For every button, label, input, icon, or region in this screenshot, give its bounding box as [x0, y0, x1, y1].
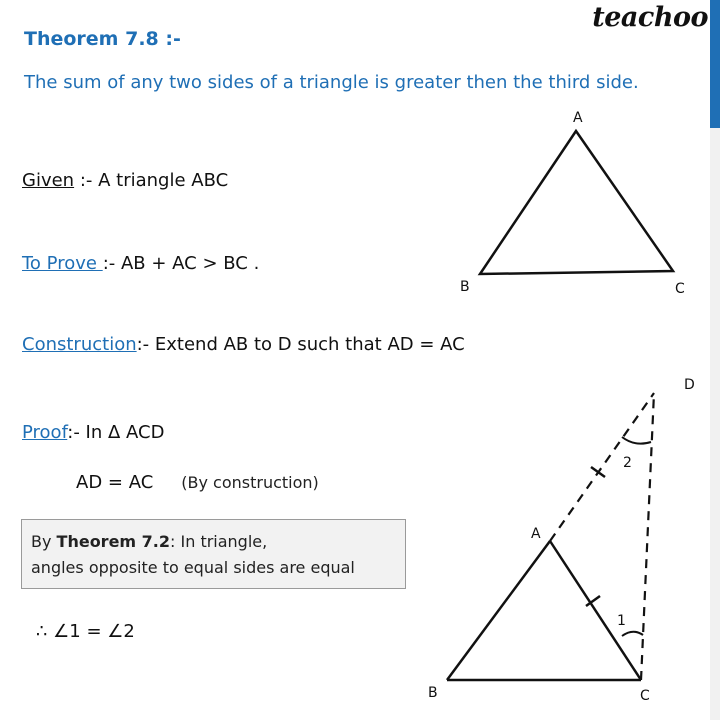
- vertex-b2-label: B: [428, 685, 438, 701]
- angle-2-arc: [622, 437, 651, 444]
- proof-label: Proof: [22, 422, 68, 443]
- segment-ba: [447, 541, 550, 680]
- construction-label: Construction: [22, 334, 137, 355]
- angle-2-label: 2: [623, 455, 632, 471]
- theorem-box-line1-rest: : In triangle,: [170, 532, 268, 551]
- vertex-c2-label: C: [640, 688, 650, 704]
- theorem-statement: The sum of any two sides of a triangle is greater then the third side.: [24, 72, 639, 93]
- theorem-box-name: Theorem 7.2: [56, 532, 171, 551]
- tick-mark-ad: [591, 467, 605, 477]
- equation-reason: (By construction): [181, 473, 319, 492]
- construction-figure: [428, 377, 695, 704]
- vertex-a2-label: A: [531, 526, 541, 542]
- angle-1-label: 1: [617, 613, 626, 629]
- vertex-b-label: B: [460, 279, 470, 295]
- theorem-box-line2: angles opposite to equal sides are equal: [31, 558, 355, 577]
- triangle-abc-figure: [460, 110, 685, 297]
- given-text: :- A triangle ABC: [74, 170, 229, 191]
- segment-cd-dashed: [641, 393, 654, 680]
- to-prove-text: :- AB + AC > BC .: [102, 253, 260, 274]
- given-label: Given: [22, 170, 75, 191]
- to-prove-label: To Prove: [22, 253, 103, 274]
- angle-1-arc: [622, 632, 643, 636]
- segment-ac: [550, 541, 641, 680]
- construction-text: :- Extend AB to D such that AD = AC: [136, 334, 465, 355]
- triangle-abc: [480, 131, 673, 274]
- segment-ad-dashed: [550, 393, 654, 541]
- vertex-c-label: C: [675, 281, 685, 297]
- proof-text: :- In Δ ACD: [67, 422, 165, 443]
- theorem-heading: Theorem 7.8 :-: [24, 28, 181, 50]
- conclusion-line: ∴ ∠1 = ∠2: [36, 621, 135, 642]
- teachoo-logo: teachoo: [592, 2, 708, 33]
- theorem-box-prefix: By: [31, 532, 57, 551]
- vertex-d-label: D: [684, 377, 695, 393]
- equation-text: AD = AC: [76, 472, 154, 493]
- vertex-a-label: A: [573, 110, 583, 126]
